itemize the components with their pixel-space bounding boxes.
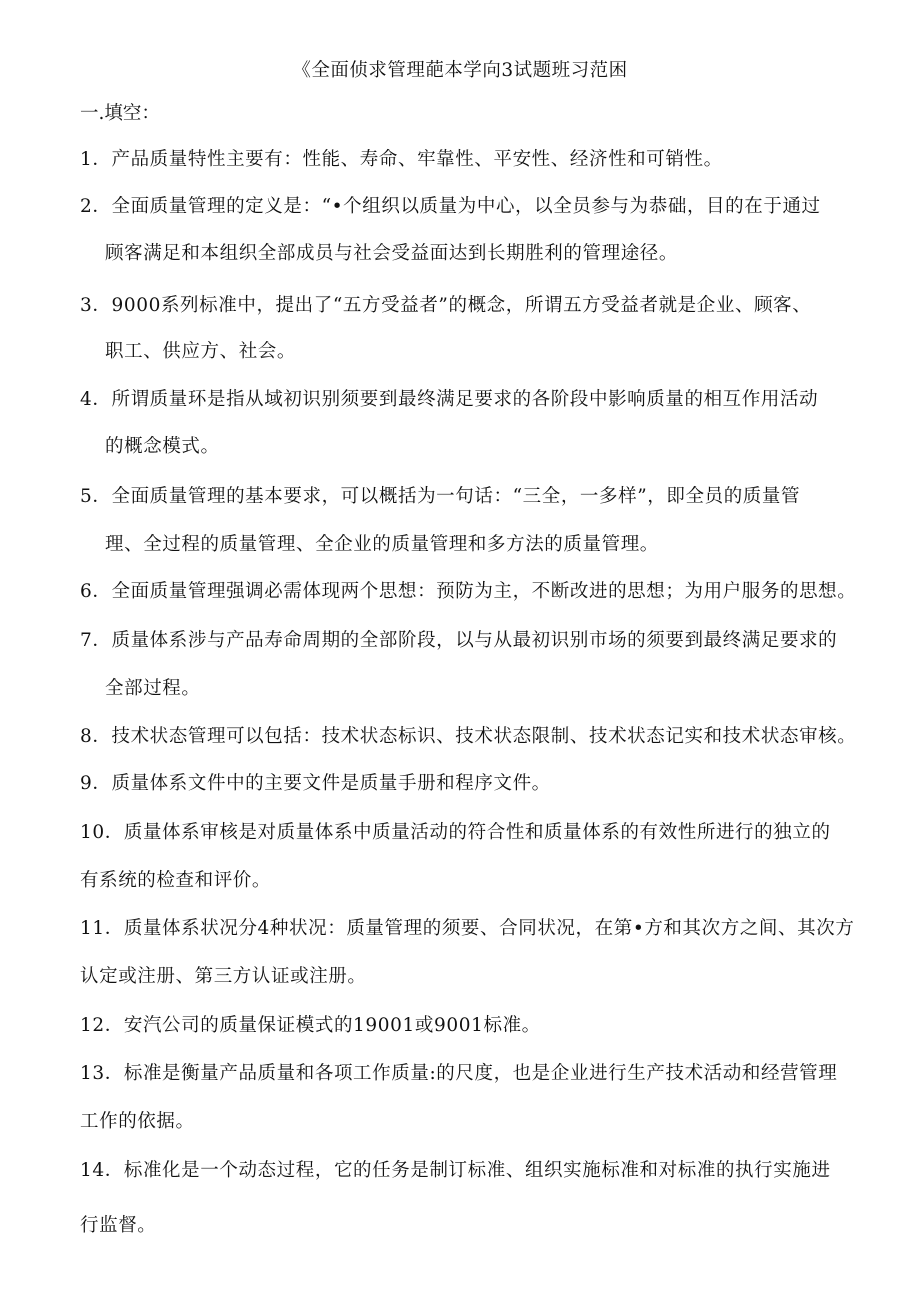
item-number: 10 <box>80 822 105 843</box>
item-2-line-2: 顾客满足和本组织全部成员与社会受益面达到长期胜利的管理途径。 <box>105 243 679 264</box>
item-10-line-2: 有系统的检查和评价。 <box>80 870 272 891</box>
item-10-line-1 <box>80 820 831 846</box>
item-text: ．标准是衡量产品质量和各项工作质量:的尺度，也是企业进行生产技术活动和经营管理 <box>104 1063 838 1084</box>
item-13-line-1 <box>80 1061 837 1087</box>
item-6-line-1 <box>80 579 856 605</box>
item-1-line-1 <box>80 147 723 173</box>
item-8-line-1 <box>80 724 856 750</box>
item-text: ．全面质量管理的定义是：“•个组织以质量为中心，以全员参与为恭础，目的在于通过 <box>92 196 821 217</box>
item-text: ．质量体系文件中的主要文件是质量手册和程序文件。 <box>92 773 551 794</box>
item-5-line-1 <box>80 484 800 510</box>
item-number: 3 <box>80 295 93 316</box>
item-4-line-1 <box>80 387 818 413</box>
item-text: ．标准化是一个动态过程，它的任务是制订标准、组织实施标准和对标准的执行实施进 <box>104 1160 831 1181</box>
item-number: 11 <box>80 918 105 939</box>
item-4-line-2: 的概念模式。 <box>105 436 220 457</box>
item-number: 8 <box>80 726 93 747</box>
item-14-line-1 <box>80 1158 831 1184</box>
item-14-line-2: 行监督。 <box>80 1215 157 1236</box>
item-7-line-1 <box>80 628 837 654</box>
item-text: ．所谓质量环是指从域初识别须要到最终满足要求的各阶段中影响质量的相互作用活动 <box>92 389 819 410</box>
item-text: ．质量体系状况分4种状况：质量管理的须要、合同状况，在第•方和其次方之间、其次方 <box>104 918 855 939</box>
item-text: ．9000系列标准中，提出了“五方受益者”的概念，所谓五方受益者就是企业、顾客、 <box>92 295 812 316</box>
item-number: 14 <box>80 1160 105 1181</box>
section-heading: 一.填空： <box>80 103 160 124</box>
item-text: ．安汽公司的质量保证模式的19001或9001标准。 <box>104 1015 541 1036</box>
item-number: 1 <box>80 149 93 170</box>
item-13-line-2: 工作的依据。 <box>80 1111 195 1132</box>
item-9-line-1 <box>80 771 551 797</box>
item-text: ．技术状态管理可以包括：技术状态标识、技术状态限制、技术状态记实和技术状态审核。 <box>92 726 857 747</box>
item-5-line-2: 理、全过程的质量管理、全企业的质量管理和多方法的质量管理。 <box>105 534 659 555</box>
item-number: 5 <box>80 486 93 507</box>
item-number: 9 <box>80 773 93 794</box>
item-text: ．全面质量管理强调必需体现两个思想：预防为主，不断改进的思想；为用户服务的思想。 <box>92 581 857 602</box>
item-number: 7 <box>80 630 93 651</box>
item-11-line-2: 认定或注册、第三方认证或注册。 <box>80 966 367 987</box>
item-text: ．产品质量特性主要有：性能、寿命、牢靠性、平安性、经济性和可销性。 <box>92 149 723 170</box>
item-number: 13 <box>80 1063 105 1084</box>
document-title: 《全面侦求管理葩本学向3试题班习范困 <box>292 60 628 81</box>
item-text: ．质量体系审核是对质量体系中质量活动的符合性和质量体系的有效性所进行的独立的 <box>104 822 831 843</box>
item-number: 6 <box>80 581 93 602</box>
item-3-line-2: 职工、供应方、社会。 <box>105 341 297 362</box>
item-number: 2 <box>80 196 93 217</box>
item-3-line-1 <box>80 293 811 319</box>
item-7-line-2: 全部过程。 <box>105 678 201 699</box>
item-12-line-1 <box>80 1013 541 1039</box>
item-11-line-1 <box>80 916 854 942</box>
item-text: ．全面质量管理的基本要求，可以概括为一句话：“三全，一多样”，即全员的质量管 <box>92 486 801 507</box>
item-2-line-1 <box>80 194 821 220</box>
item-number: 4 <box>80 389 93 410</box>
item-number: 12 <box>80 1015 105 1036</box>
item-text: ．质量体系涉与产品寿命周期的全部阶段，以与从最初识别市场的须要到最终满足要求的 <box>92 630 838 651</box>
